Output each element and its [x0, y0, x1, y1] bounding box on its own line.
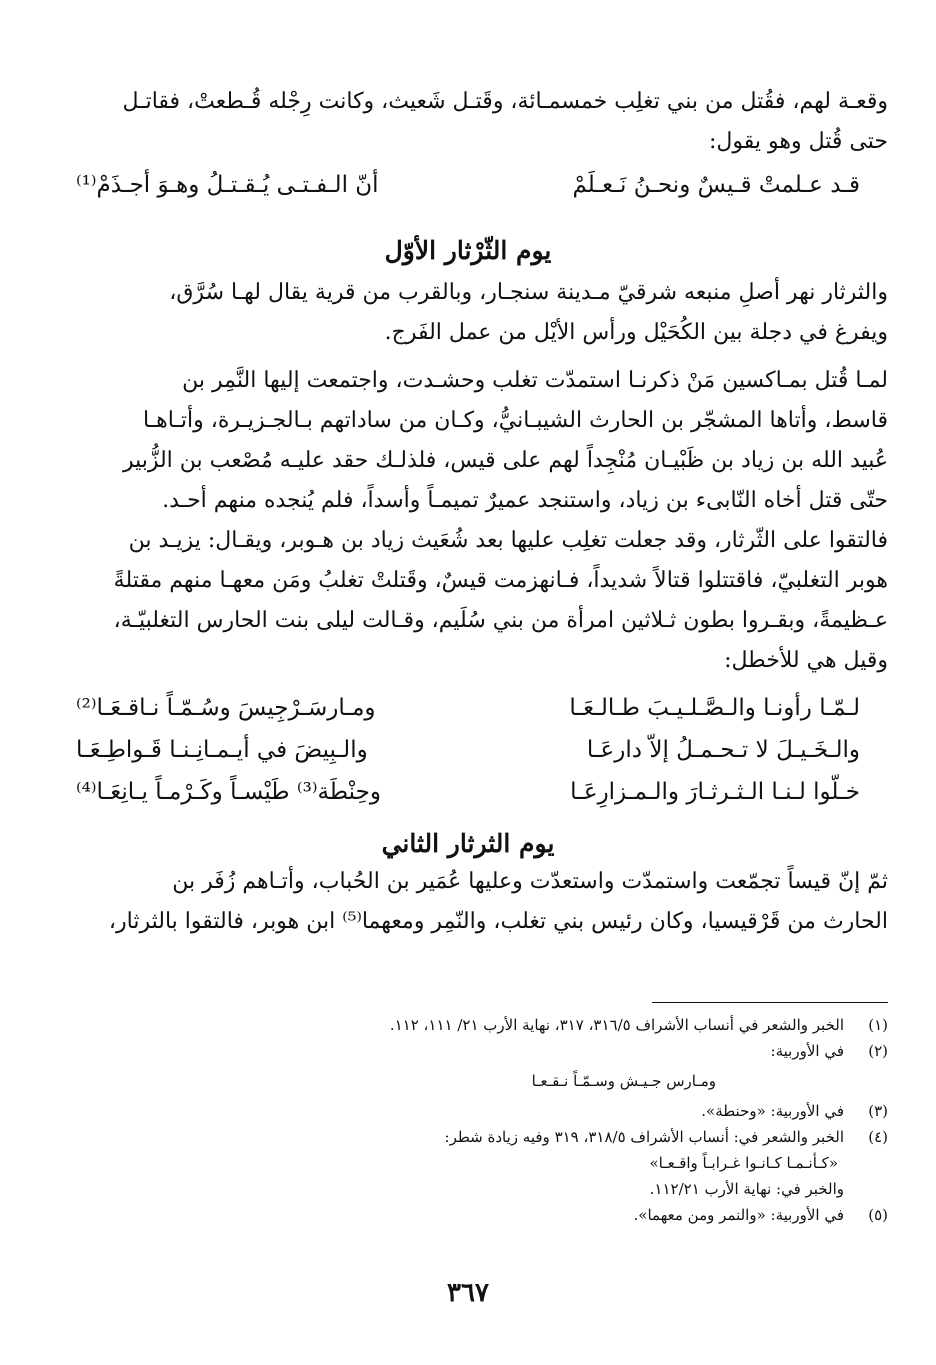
poem	[48, 687, 888, 813]
footnote-separator	[652, 1002, 888, 1003]
footnote-number: (١)	[868, 1016, 888, 1034]
footnote-number: (٥)	[868, 1206, 888, 1224]
footnote-text: والخبر في: نهاية الأرب ١١٢/٢١.	[649, 1180, 844, 1198]
footnote	[48, 1038, 888, 1064]
text-line: عُبيد الله بن زياد بن ظَبْيـان مُنْجِداً لهم على قيس، فلذلـك حقد عليـه مُصْعب بن الزُّبير	[122, 448, 888, 473]
footnotes	[48, 1012, 888, 1228]
footnote-verse: ومـارس جـيـش وسـمّـاً نـقـعـا	[531, 1072, 716, 1090]
text-line: لمـا قُتل بمـاكسين مَنْ ذكرنـا استمدّت تغلب وحشـدت، واجتمعت إليها النَّمِر بن	[182, 368, 888, 393]
section-heading: يوم الثرثار الثاني	[381, 829, 555, 858]
text-line: وقيل هي للأخطل:	[724, 648, 888, 673]
verse-line	[76, 729, 860, 771]
verse-hemistich-right: قـد عـلمتْ قـيسٌ ونحـنُ نَـعـلَمْ	[572, 172, 860, 198]
text-line: ثمّ إنّ قيساً تجمّعت واستمدّت واستعدّت وعليها عُمَير بن الحُباب، وأتـاهم زُفَر بن	[172, 869, 888, 894]
text-line: فالتقوا على الثّرثار، وقد جعلت تغلِب عليها بعد شُعَيث زياد بن هـوبر، ويقـال: يزيـد بن	[128, 528, 888, 553]
verse-line	[76, 771, 860, 813]
footnote	[48, 1150, 888, 1176]
text-line: حتّى قتل أخاه النّابىء بن زياد، واستنجد عميرٌ تميمـاً وأسداً، فلم يُنجده منهم أحـد.	[162, 488, 888, 513]
verse-hemistich-left: أنّ الـفـتـى يُـقـتـلُ وهـوَ أجـذَمْ⁽¹⁾	[76, 172, 379, 198]
text-line: حتى قُتل وهو يقول:	[709, 129, 888, 154]
verse-hemistich-right: والـخَـيـلَ لا تـحـمـلُ إلاّ دارعَـا	[586, 737, 860, 763]
footnote-number: (٢)	[868, 1042, 888, 1060]
text-line: وقعـة لهم، فقُتل من بني تغلِب خمسمـائة، وقَتـل شَعيث، وكانت رِجْله قُـطعتْ، فقاتـل	[122, 89, 888, 114]
text-line: قاسط، وأتاها المشجّر بن الحارث الشيبـانيُّ، وكـان من ساداتهم بـالجـزيـرة، وأتـاهـا	[142, 408, 888, 433]
footnote-number	[844, 1064, 888, 1098]
verse-hemistich-right: لـمّـا رأونـا والـصَّـلـيـبَ طـالـعَـا	[569, 695, 860, 721]
page-number: ٣٦٧	[447, 1278, 489, 1308]
paragraph	[48, 273, 888, 353]
footnote-text: في الأوربية: «وحنطة».	[701, 1102, 844, 1120]
footnote-text: في الأوربية: «والنمر ومن معهما».	[633, 1206, 844, 1224]
paragraph	[48, 361, 888, 681]
footnote	[48, 1124, 888, 1150]
paragraph	[48, 862, 888, 942]
footnote-number	[844, 1176, 888, 1202]
text-line: عـظيمةً، وبقـروا بطون ثـلاثين امرأة من بني سُلَيم، وقـالت ليلى بنت الحارس التغلبيّـة،	[113, 608, 888, 633]
footnote-number: (٣)	[868, 1102, 888, 1120]
footnote-number	[844, 1150, 888, 1176]
footnote	[48, 1012, 888, 1038]
verse-line	[76, 687, 860, 729]
text-line: ويفرغ في دجلة بين الكُحَيْل ورأس الأيْل من عمل الفَرج.	[384, 320, 888, 345]
verse-line	[76, 164, 860, 206]
section-heading: يوم الثّرْثار الأوّل	[384, 236, 552, 265]
verse-hemistich-left: وحِنْطَة⁽³⁾ طَيْسـاً وكَـرْمـاً يـانِعَـا⁽⁴⁾	[76, 779, 381, 805]
verse-hemistich-left: ومـارسَـرْجِيسَ وسُـمّـاً نـاقـعَـا⁽²⁾	[76, 695, 376, 721]
footnote-text: الخبر والشعر في: أنساب الأشراف ٣١٨/٥، ٣١٩ وفيه زيادة شطر:	[444, 1128, 844, 1146]
text-line: هوبر التغلبيّ، فاقتتلوا قتالاً شديداً، فـانهزمت قيسٌ، وقَتلتْ تغلبُ ومَن معهـا منهم مقتلةً	[113, 568, 888, 593]
footnote	[48, 1098, 888, 1124]
verse-hemistich-left: والـبِيضَ في أيـمـانِـنـا قَـواطِـعَـا	[76, 737, 368, 763]
footnote	[48, 1176, 888, 1202]
paragraph	[48, 82, 888, 162]
verse-hemistich-right: خـلّوا لـنـا الـثـرثـارَ والـمـزارِعَـا	[570, 779, 860, 805]
footnote-verse: «كـأنـمـا كـانـوا غـرابـاً واقـعـا»	[649, 1154, 838, 1172]
footnote-text: الخبر والشعر في أنساب الأشراف ٣١٦/٥، ٣١٧، نهاية الأرب ٢١/ ١١١، ١١٢.	[389, 1016, 844, 1034]
text-line: الحارث من قَرْقيسيا، وكان رئيس بني تغلب، والنّمِر ومعهما⁽⁵⁾ ابن هوبر، فالتقوا بالثرثار،	[108, 909, 888, 934]
text-line: والثرثار نهر أصلِ منبعه شرقيّ مـدينة سنجـار، وبالقرب من قرية يقال لهـا سُرَّق،	[169, 280, 888, 305]
footnote-number: (٤)	[868, 1128, 888, 1146]
footnote-text: في الأوربية:	[770, 1042, 844, 1060]
footnote	[48, 1202, 888, 1228]
footnote	[48, 1064, 888, 1098]
